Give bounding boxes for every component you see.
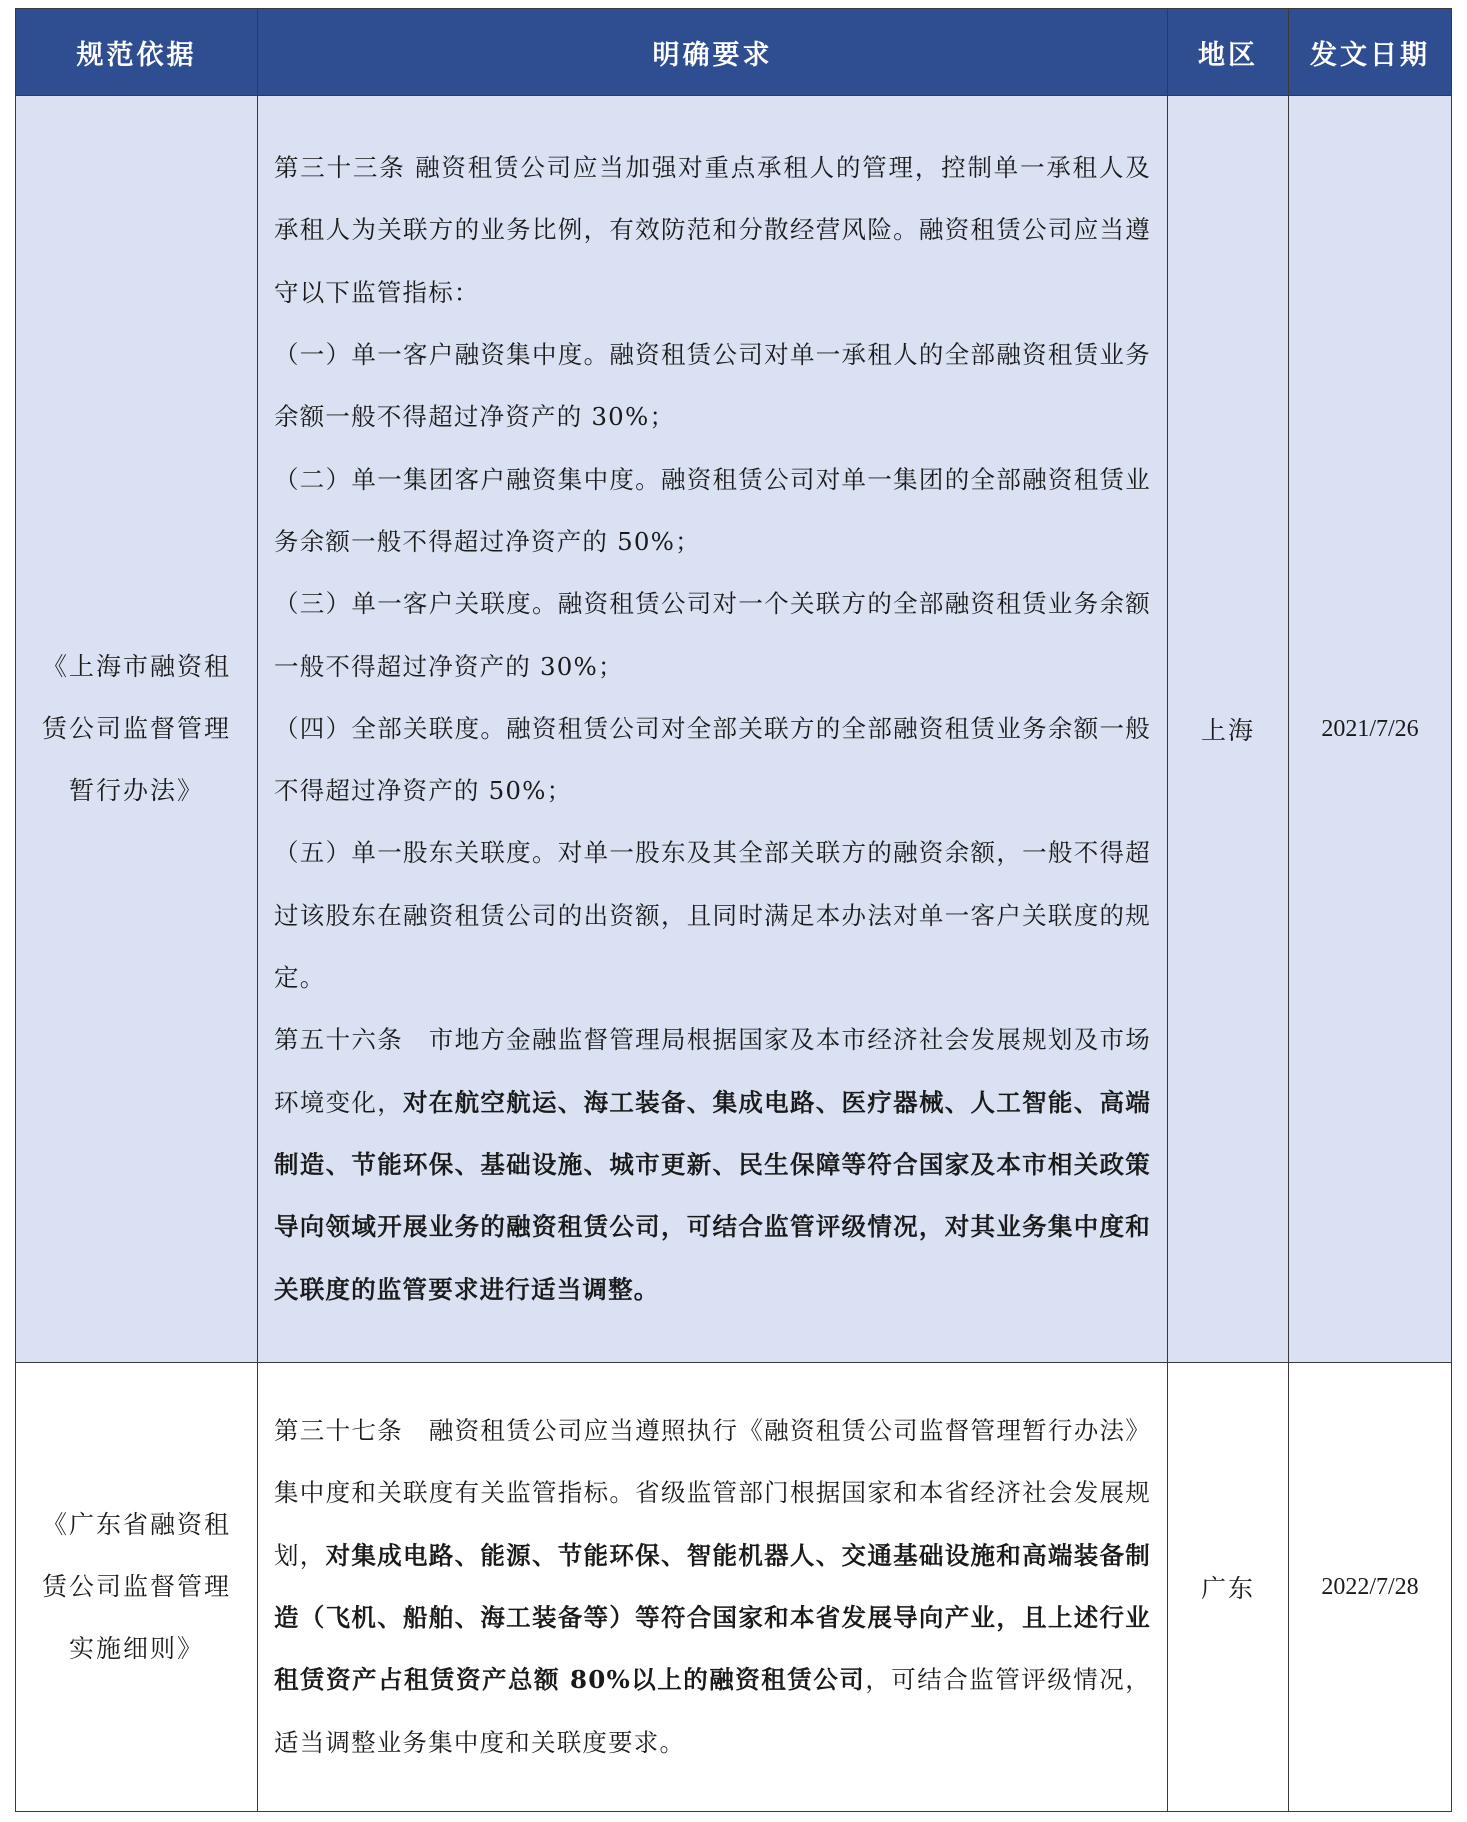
clause-1: （一）单一客户融资集中度。融资租赁公司对单一承租人的全部融资租赁业务余额一般不得超过净资产的 30%； <box>274 340 1151 432</box>
header-requirements: 明确要求 <box>258 9 1168 96</box>
clause-2: （二）单一集团客户融资集中度。融资租赁公司对单一集团的全部融资租赁业务余额一般不得超过净资产的 50%； <box>274 464 1151 556</box>
basis-line: 《上海市融资租 <box>41 652 231 681</box>
table-row-guangdong <box>16 1363 1452 1812</box>
article-37 <box>274 1400 1151 1774</box>
clause-5: （五）单一股东关联度。对单一股东及其全部关联方的融资余额，一般不得超过该股东在融资租赁公司的出资额，且同时满足本办法对单一客户关联度的规定。 <box>274 838 1151 993</box>
clause-4: （四）全部关联度。融资租赁公司对全部关联方的全部融资租赁业务余额一般不得超过净资产的 50%； <box>274 713 1151 806</box>
date-cell: 2021/7/26 <box>1289 96 1452 1363</box>
regulation-table <box>15 8 1452 1812</box>
basis-cell <box>16 1363 258 1812</box>
article-37-text: 第三十七条 融资租赁公司应当遵照执行《融资租赁公司监督管理暂行办法》集中度和关联度有关监管指标。省级监管部门根据国家和本省经济社会发展规划， <box>274 1416 1151 1570</box>
article-56-text: 第五十六条 市地方金融监督管理局根据国家及本市经济社会发展规划及市场环境变化， <box>274 1025 1151 1117</box>
article-56 <box>274 1009 1151 1320</box>
header-region: 地区 <box>1168 9 1289 96</box>
basis-cell <box>16 96 258 1363</box>
basis-line: 赁公司监督管理 <box>41 1572 231 1601</box>
header-row <box>16 9 1452 96</box>
basis-line: 赁公司监督管理 <box>41 714 231 743</box>
basis-line: 实施细则》 <box>68 1634 204 1663</box>
date-cell: 2022/7/28 <box>1289 1363 1452 1812</box>
header-date: 发文日期 <box>1289 9 1452 96</box>
article-37-bold-text: 对集成电路、能源、节能环保、智能机器人、交通基础设施和高端装备制造（飞机、船舶、海工装备等）等符合国家和本省发展导向产业，且上述行业租赁资产占租赁资产总额 80%以上的融资租赁公司 <box>274 1540 1151 1695</box>
basis-line: 《广东省融资租 <box>41 1510 231 1539</box>
basis-line: 暂行办法》 <box>68 776 204 805</box>
table-row-shanghai <box>16 96 1452 1363</box>
article-37-tail: ，可结合监管评级情况，适当调整业务集中度和关联度要求。 <box>274 1665 1152 1757</box>
clause-3: （三）单一客户关联度。融资租赁公司对一个关联方的全部融资租赁业务余额一般不得超过净资产的 30%； <box>274 589 1151 681</box>
region-cell: 广东 <box>1168 1363 1289 1812</box>
header-basis: 规范依据 <box>16 9 258 96</box>
article-33: 第三十三条 融资租赁公司应当加强对重点承租人的管理，控制单一承租人及承租人为关联方的业务比例，有效防范和分散经营风险。融资租赁公司应当遵守以下监管指标： <box>274 153 1151 307</box>
requirements-cell <box>258 96 1168 1363</box>
requirements-cell <box>258 1363 1168 1812</box>
article-56-bold-text: 对在航空航运、海工装备、集成电路、医疗器械、人工智能、高端制造、节能环保、基础设施、城市更新、民生保障等符合国家及本市相关政策导向领域开展业务的融资租赁公司，可结合监管评级情况，对其业务集中度和关联度的监管要求进行适当调整。 <box>274 1087 1152 1304</box>
region-cell: 上海 <box>1168 96 1289 1363</box>
